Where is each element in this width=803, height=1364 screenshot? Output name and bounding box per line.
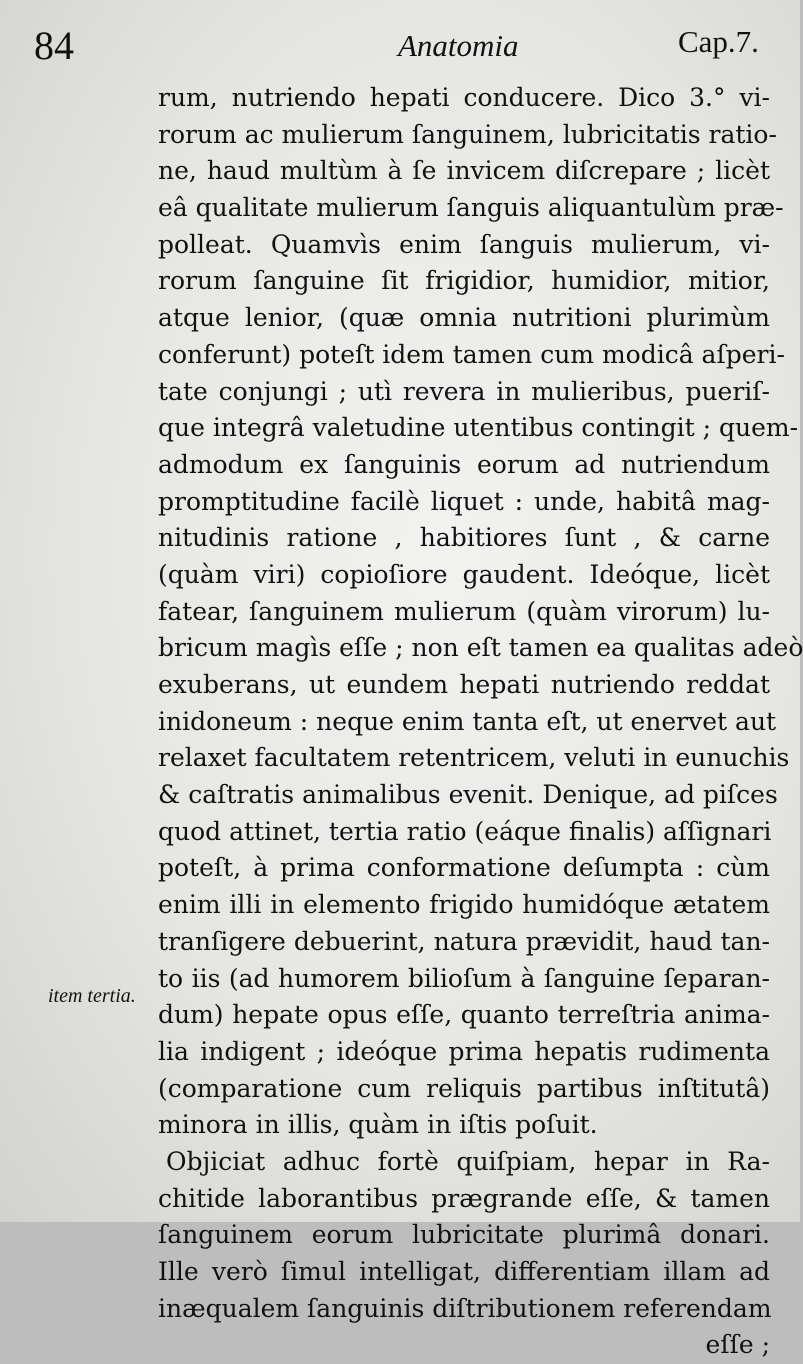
- text-line: rorum ſanguine ſit frigidior, humidior, mitior,: [158, 266, 770, 296]
- text-line: lia indigent ; ideóque prima hepatis rudimenta: [158, 1036, 770, 1066]
- text-line: enim illi in elemento frigido humidóque ætatem: [158, 890, 770, 920]
- catchword: eſſe ;: [705, 1330, 770, 1360]
- text-line: inidoneum : neque enim tanta eſt, ut enervet aut: [158, 706, 777, 736]
- page-number: 84: [34, 23, 74, 68]
- text-line: inæqualem ſanguinis diſtributionem referendam: [158, 1293, 772, 1323]
- text-line: & caſtratis animalibus evenit. Denique, ad piſces: [158, 780, 778, 810]
- text-line: Objiciat adhuc fortè quiſpiam, hepar in Ra-: [166, 1146, 770, 1176]
- text-line: quod attinet, tertia ratio (eáque finalis) aſſignari: [158, 816, 772, 846]
- text-line: eâ qualitate mulierum ſanguis aliquantulùm præ-: [158, 193, 784, 223]
- text-line: minora in illis, quàm in iſtis poſuit.: [158, 1110, 598, 1140]
- text-line: ne, haud multùm à ſe invicem diſcrepare ; licèt: [158, 156, 770, 186]
- chapter-label: Cap.7.: [678, 24, 759, 59]
- text-line: chitide laborantibus prægrande eſſe, & tamen: [158, 1183, 770, 1213]
- text-line: relaxet facultatem retentricem, veluti in eunuchis: [158, 743, 790, 773]
- text-line: to iis (ad humorem bilioſum à ſanguine ſeparan-: [158, 963, 770, 993]
- text-line: (comparatione cum reliquis partibus inſtitutâ): [158, 1073, 770, 1103]
- running-head: Anatomia: [398, 28, 519, 63]
- text-line: rorum ac mulierum ſanguinem, lubricitatis ratio-: [158, 119, 777, 149]
- text-line: conferunt) poteſt idem tamen cum modicâ aſperi-: [158, 339, 785, 369]
- text-line: bricum magìs eſſe ; non eſt tamen ea qualitas adeò: [158, 633, 803, 663]
- text-line: poteſt, à prima conformatione deſumpta : cùm: [158, 853, 770, 883]
- text-line: polleat. Quamvìs enim ſanguis mulierum, vi-: [158, 229, 770, 259]
- text-line: fatear, ſanguinem mulierum (quàm virorum) lu-: [158, 596, 770, 626]
- text-line: dum) hepate opus eſſe, quanto terreſtria anima-: [158, 1000, 770, 1030]
- text-line: que integrâ valetudine utentibus contingit ; quem-: [158, 413, 799, 443]
- margin-note: item tertia.: [48, 985, 136, 1007]
- text-line: tranſigere debuerint, natura prævidit, haud tan-: [158, 926, 770, 956]
- text-line: ſanguinem eorum lubricitate plurimâ donari.: [158, 1220, 770, 1250]
- text-line: atque lenior, (quæ omnia nutritioni plurimùm: [158, 303, 770, 333]
- text-line: exuberans, ut eundem hepati nutriendo reddat: [158, 670, 770, 699]
- body-text: [158, 80, 803, 1364]
- text-line: promptitudine facilè liquet : unde, habitâ mag-: [158, 486, 770, 516]
- text-line: tate conjungi ; utì revera in mulieribus, pueriſ-: [158, 376, 770, 406]
- text-line: Ille verò ſimul intelligat, differentiam illam ad: [158, 1257, 770, 1286]
- text-line: admodum ex ſanguinis eorum ad nutriendum: [158, 449, 770, 479]
- text-line: nitudinis ratione , habitiores ſunt , & carne: [158, 523, 770, 553]
- text-line: rum, nutriendo hepati conducere. Dico 3.° vi-: [158, 83, 770, 112]
- text-line: (quàm viri) copioſiore gaudent. Ideóque, licèt: [158, 559, 770, 589]
